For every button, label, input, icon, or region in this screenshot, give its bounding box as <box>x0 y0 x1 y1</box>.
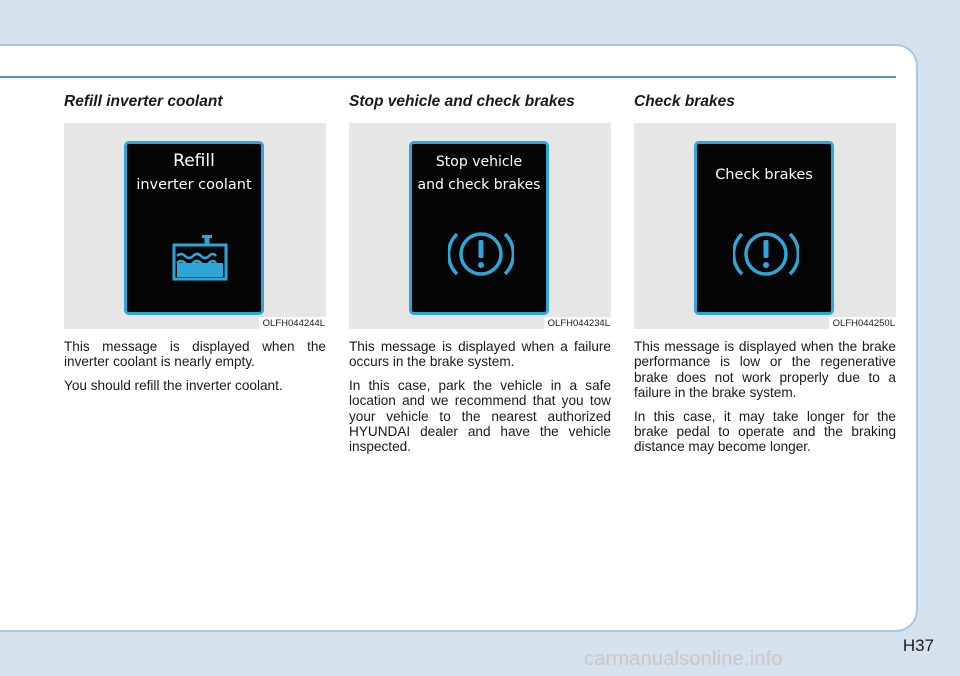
paragraph: In this case, it may take longer for the brake pedal to operate and the braking distance may become longer. <box>634 408 896 455</box>
paragraph: This message is displayed when a failure occurs in the brake system. <box>349 339 611 370</box>
cluster-screen <box>409 141 549 315</box>
page-number: H37 <box>902 636 934 655</box>
screen-text-line: and check brakes <box>417 177 541 193</box>
paragraph: This message is displayed when the inverter coolant is nearly empty. <box>64 339 326 370</box>
watermark: carmanualsonline.info <box>584 648 783 670</box>
section-check-brakes <box>634 92 896 455</box>
figure-code: OLFH044250L <box>829 317 896 329</box>
screen-text-line: inverter coolant <box>136 177 252 193</box>
section-stop-vehicle-check-brakes <box>349 92 611 455</box>
section-refill-inverter-coolant <box>64 92 326 393</box>
section-heading: Refill inverter coolant <box>64 93 223 110</box>
screen-text-line: Stop vehicle <box>435 154 523 170</box>
header-rule <box>0 76 896 78</box>
figure-cluster-display <box>64 123 326 329</box>
section-body <box>64 339 326 393</box>
screen-text-line: Check brakes <box>715 167 813 183</box>
coolant-tank-icon <box>171 233 229 281</box>
cluster-screen <box>124 141 264 315</box>
figure-cluster-display <box>634 123 896 329</box>
figure-code: OLFH044244L <box>259 317 326 329</box>
brake-warning-icon <box>733 226 799 282</box>
paragraph: This message is displayed when the brake performance is low or the regenerative brake does not work properly due to a failure in the brake system. <box>634 339 896 401</box>
figure-code: OLFH044234L <box>544 317 611 329</box>
section-body <box>349 339 611 455</box>
section-heading: Stop vehicle and check brakes <box>349 93 575 110</box>
figure-cluster-display <box>349 123 611 329</box>
screen-text-line: Refill <box>173 151 215 171</box>
section-body <box>634 339 896 455</box>
cluster-screen <box>694 141 834 315</box>
paragraph: In this case, park the vehicle in a safe location and we recommend that you tow your vehicle to the nearest authorized HYUNDAI dealer and have the vehicle inspected. <box>349 377 611 455</box>
paragraph: You should refill the inverter coolant. <box>64 377 283 393</box>
brake-warning-icon <box>448 226 514 282</box>
section-heading: Check brakes <box>634 93 735 110</box>
